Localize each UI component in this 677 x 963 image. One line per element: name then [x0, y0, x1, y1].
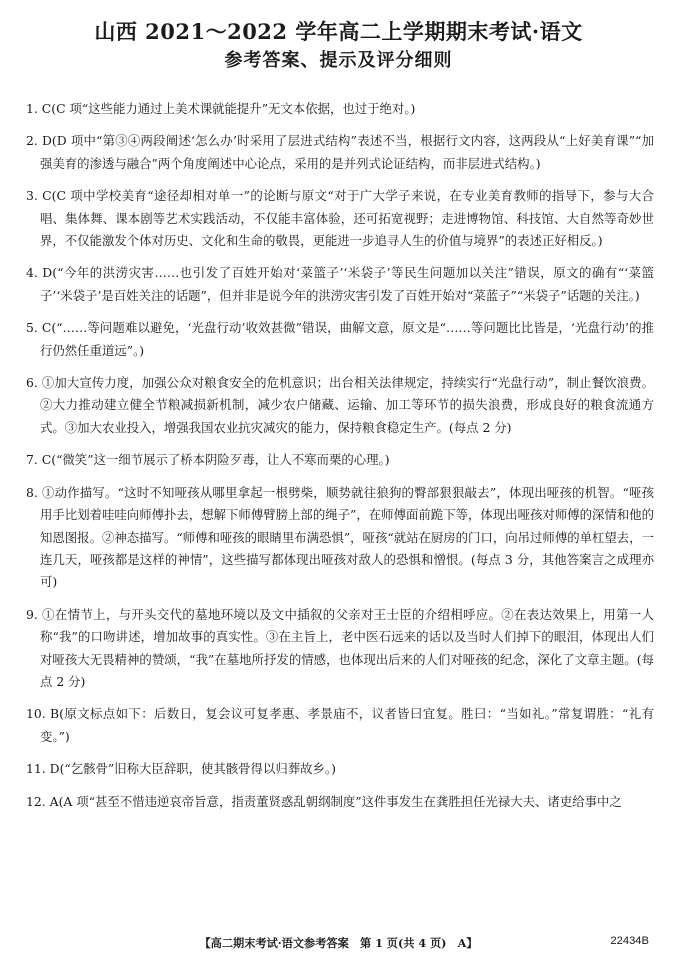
answer-item-3: 3. C(C 项中学校美育“途径却相对单一”的论断与原文“对于广大学子来说，在专业美育教师的指导下，参与大合唱、集体舞、课本剧等艺术实践活动，不仅能丰富体验，还可拓宽视野；走进博物馆、科技馆、大自然等奇妙世界，不仅能激发个体对历史、文化和生命的敬畏，更能进一步追寻人生的价值与境界”的表述正好相反。) — [26, 188, 654, 249]
answer-item-7: 7. C(“微笑”这一细节展示了桥本阴险歹毒，让人不寒而栗的心理。) — [26, 452, 390, 468]
answer-item-2: 2. D(D 项中“第③④两段阐述‘怎么办’时采用了层进式结构”表述不当，根据行文内容，这两段从“上好美育课”“加强美育的渗透与融合”两个角度阐述中心论点，采用的是并列式论证结构，而非层进式结构。) — [26, 133, 654, 171]
answer-item-11: 11. D(“乞骸骨”旧称大臣辞职，使其骸骨得以归葬故乡。) — [26, 761, 336, 777]
answer-item-9: 9. ①在情节上，与开头交代的墓地环境以及文中插叙的父亲对王士臣的介绍相呼应。②在表达效果上，用第一人称“我”的口吻讲述，增加故事的真实性。③在主旨上，老中医石远来的话以及当时人们掉下的眼泪，体现出人们对哑孩大无畏精神的赞颂，“我”在墓地所抒发的情感，也体现出后来的人们对哑孩的纪念，深化了文章主题。(每点 2 分) — [26, 606, 654, 689]
answer-item-1: 1. C(C 项“这些能力通过上美术课就能提升”无文本依据，也过于绝对。) — [26, 101, 416, 116]
answer-item-12: 12. A(A 项“甚至不惜违逆哀帝旨意，指责董贤惑乱朝纲制度”这件事发生在龚胜担任光禄大夫、诸吏给事中之 — [26, 793, 622, 809]
answer-item-4: 4. D(“今年的洪涝灾害……也引发了百姓开始对‘菜篮子’‘米袋子’等民生问题加以关注”错误，原文的确有“‘菜篮子’‘米袋子’是百姓关注的话题”，但并非是说今年的洪涝灾害引发了百姓开始对“菜蓝子”“米袋子”话题的关注。) — [26, 265, 654, 303]
answer-item-10: 10. B(原文标点如下：后数日，复会议可复孝惠、孝景庙不，议者皆曰宜复。胜曰：“当如礼。”常复谓胜：“礼有变。”) — [26, 706, 654, 744]
footer-page-info: 【高二期末考试·语文参考答案 第 1 页(共 4 页) A】 — [199, 936, 478, 950]
answer-item-8: 8. ①动作描写。“这时不知哑孩从哪里拿起一根劈柴，顺势就往狼狗的臀部狠狠敲去”，体现出哑孩的机智。“哑孩用手比划着哇哇向师傅扑去，想解下师傅臂膀上部的绳子”，在师傅面前跪下等，体现出哑孩对师傅的深情和他的知恩图报。②神态描写。“师傅和哑孩的眼睛里布满恐惧”，哑孩“就站在厨房的门口，向吊过师傅的单杠望去，一连几天，哑孩都是这样的神情”，这些描写都体现出哑孩对敌人的恐惧和憎恨。(每点 3 分，其他答案言之成理亦可) — [26, 484, 654, 590]
footer-code: 22434B — [610, 935, 649, 947]
answer-item-5: 5. C(“……等问题难以避免，‘光盘行动’收效甚微”错误，曲解文意，原文是“……等问题比比皆是，‘光盘行动’的推行仍然任重道远”。) — [26, 320, 654, 358]
document-title: 山西 2021～2022 学年高二上学期期末考试·语文 — [94, 19, 583, 44]
answer-list — [26, 98, 654, 813]
answer-item-6: 6. ①加大宣传力度，加强公众对粮食安全的危机意识；出台相关法律规定，持续实行“光盘行动”，制止餐饮浪费。②大力推动建立健全节粮减损新机制，减少农户储藏、运输、加工等环节的损失浪费，形成良好的粮食流通方式。③加大农业投入，增强我国农业抗灾减灾的能力，保持粮食稳定生产。(每点 2 分) — [26, 375, 654, 435]
document-subtitle: 参考答案、提示及评分细则 — [224, 50, 453, 71]
